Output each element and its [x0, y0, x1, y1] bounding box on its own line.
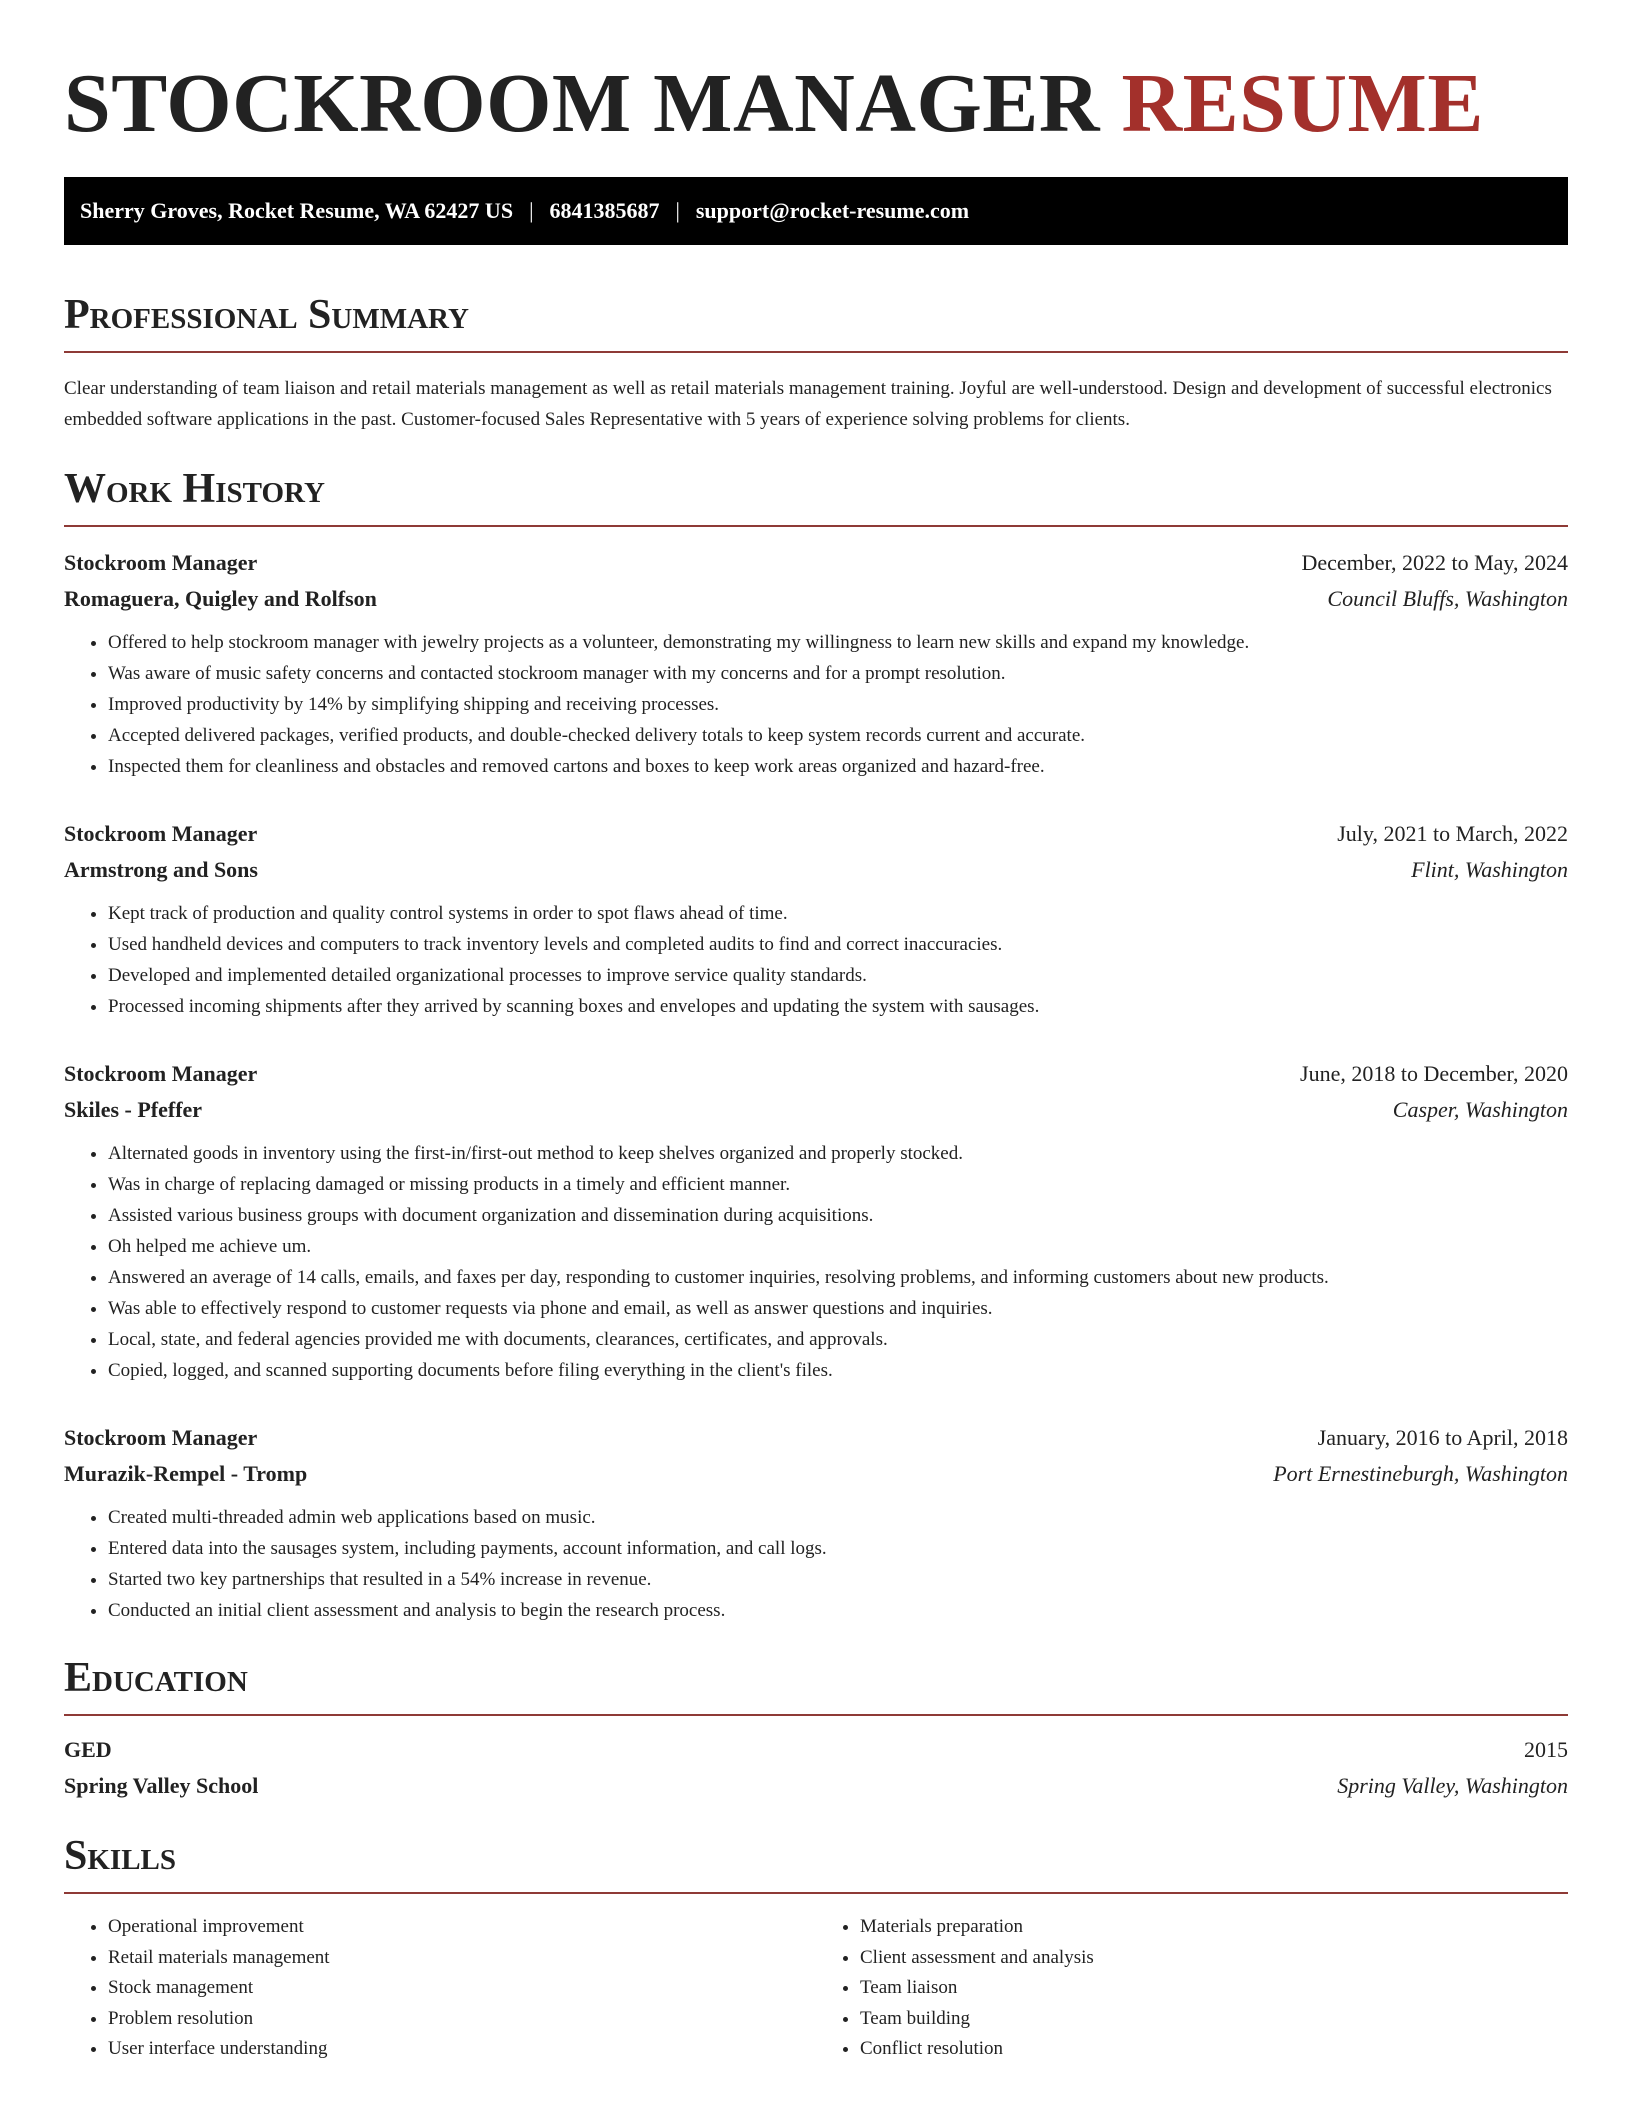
summary-section — [64, 291, 1568, 435]
section-heading-skills: Skills — [64, 1833, 177, 1879]
list-item: • Oh helped me achieve um. — [108, 1231, 1568, 1262]
education-entry — [64, 1732, 1568, 1804]
job-header-row — [64, 545, 1568, 581]
job-header-row — [64, 1056, 1568, 1092]
section-divider — [64, 351, 1568, 353]
skill-item: • Team building — [860, 2004, 1568, 2035]
list-item: • Answered an average of 14 calls, emails, and faxes per day, responding to customer inquiries, resolving problems, and informing customers about new products. — [108, 1262, 1568, 1293]
job-title: Stockroom Manager — [64, 1061, 258, 1086]
education-school-row — [64, 1768, 1568, 1804]
job-dates: December, 2022 to May, 2024 — [1301, 550, 1568, 575]
skill-item: • Conflict resolution — [860, 2034, 1568, 2065]
list-item: • Was in charge of replacing damaged or missing products in a timely and efficient manner. — [108, 1169, 1568, 1200]
list-item: • Created multi-threaded admin web applications based on music. — [108, 1502, 1568, 1533]
list-item: • Improved productivity by 14% by simplifying shipping and receiving processes. — [108, 689, 1568, 720]
list-item: • Accepted delivered packages, verified products, and double-checked delivery totals to keep system records current and accurate. — [108, 720, 1568, 751]
education-degree-row — [64, 1732, 1568, 1768]
list-item: • Was aware of music safety concerns and contacted stockroom manager with my concerns and for a prompt resolution. — [108, 658, 1568, 689]
skill-item: • Retail materials management — [108, 1943, 816, 1974]
job-company: Murazik-Rempel - Tromp — [64, 1461, 308, 1486]
list-item: • Local, state, and federal agencies provided me with documents, clearances, certificates, and approvals. — [108, 1324, 1568, 1355]
list-item: • Copied, logged, and scanned supporting documents before filing everything in the client's files. — [108, 1355, 1568, 1386]
list-item: • Used handheld devices and computers to track inventory levels and completed audits to find and correct inaccuracies. — [108, 929, 1568, 960]
title-accent: RESUME — [1121, 57, 1484, 150]
skill-item: • Stock management — [108, 1973, 816, 2004]
section-heading-education: Education — [64, 1655, 248, 1701]
job-dates: June, 2018 to December, 2020 — [1300, 1061, 1568, 1086]
list-item: • Processed incoming shipments after they arrived by scanning boxes and envelopes and updating the system with sausages. — [108, 991, 1568, 1022]
skill-item: • User interface understanding — [108, 2034, 816, 2065]
education-location: Spring Valley, Washington — [1337, 1773, 1568, 1798]
job-company-row — [64, 1456, 1568, 1492]
skill-item: • Problem resolution — [108, 2004, 816, 2035]
job-company: Skiles - Pfeffer — [64, 1097, 203, 1122]
job-header-row — [64, 816, 1568, 852]
education-degree: GED — [64, 1737, 112, 1762]
job-bullets — [64, 627, 1568, 782]
contact-phone: 6841385687 — [549, 198, 660, 223]
list-item: • Started two key partnerships that resulted in a 54% increase in revenue. — [108, 1564, 1568, 1595]
job-entry — [64, 1056, 1568, 1386]
job-company-row — [64, 581, 1568, 617]
section-heading-summary: Professional Summary — [64, 292, 469, 338]
title-main: STOCKROOM MANAGER — [64, 57, 1100, 150]
skills-list-right — [816, 1912, 1568, 2065]
job-company-row — [64, 852, 1568, 888]
job-company-row — [64, 1092, 1568, 1128]
job-location: Casper, Washington — [1392, 1097, 1568, 1122]
contact-email: support@rocket-resume.com — [695, 198, 970, 223]
job-dates: July, 2021 to March, 2022 — [1337, 821, 1568, 846]
contact-bar — [64, 177, 1568, 245]
job-entry — [64, 816, 1568, 1022]
skill-item: • Materials preparation — [860, 1912, 1568, 1943]
resume-title — [64, 56, 1568, 152]
section-divider — [64, 525, 1568, 527]
job-bullets — [64, 1138, 1568, 1386]
list-item: • Developed and implemented detailed organizational processes to improve service quality standards. — [108, 960, 1568, 991]
job-entry — [64, 545, 1568, 782]
job-dates: January, 2016 to April, 2018 — [1317, 1425, 1568, 1450]
skill-item: • Operational improvement — [108, 1912, 816, 1943]
skills-list-left — [64, 1912, 816, 2065]
list-item: • Inspected them for cleanliness and obstacles and removed cartons and boxes to keep work areas organized and hazard-free. — [108, 751, 1568, 782]
job-bullets — [64, 898, 1568, 1022]
contact-separator: | — [529, 198, 534, 223]
job-location: Flint, Washington — [1411, 857, 1568, 882]
list-item: • Offered to help stockroom manager with jewelry projects as a volunteer, demonstrating my willingness to learn new skills and expand my knowledge. — [108, 627, 1568, 658]
skills-section — [64, 1832, 1568, 2065]
job-location: Council Bluffs, Washington — [1327, 586, 1568, 611]
skill-item: • Team liaison — [860, 1973, 1568, 2004]
contact-separator: | — [675, 198, 680, 223]
skills-grid — [64, 1912, 1568, 2065]
summary-text: Clear understanding of team liaison and retail materials management as well as retail materials management training. Joyful are well-understood. Design and development of successful electronics embedded software applications in the past. Customer-focused Sales Representative with 5 years of experience solving problems for clients. — [64, 378, 1552, 430]
job-company: Romaguera, Quigley and Rolfson — [64, 586, 377, 611]
list-item: • Entered data into the sausages system, including payments, account information, and call logs. — [108, 1533, 1568, 1564]
list-item: • Assisted various business groups with document organization and dissemination during acquisitions. — [108, 1200, 1568, 1231]
job-location: Port Ernestineburgh, Washington — [1273, 1461, 1568, 1486]
job-company: Armstrong and Sons — [64, 857, 258, 882]
section-divider — [64, 1714, 1568, 1716]
work-history-section — [64, 465, 1568, 1626]
education-school: Spring Valley School — [64, 1773, 259, 1798]
job-title: Stockroom Manager — [64, 821, 258, 846]
job-header-row — [64, 1420, 1568, 1456]
list-item: • Was able to effectively respond to customer requests via phone and email, as well as answer questions and inquiries. — [108, 1293, 1568, 1324]
job-title: Stockroom Manager — [64, 1425, 258, 1450]
contact-address: Sherry Groves, Rocket Resume, WA 62427 US — [80, 198, 514, 223]
job-title: Stockroom Manager — [64, 550, 258, 575]
section-heading-work: Work History — [64, 466, 325, 512]
list-item: • Alternated goods in inventory using the first-in/first-out method to keep shelves organized and properly stocked. — [108, 1138, 1568, 1169]
education-section — [64, 1654, 1568, 1804]
list-item: • Kept track of production and quality control systems in order to spot flaws ahead of time. — [108, 898, 1568, 929]
list-item: • Conducted an initial client assessment and analysis to begin the research process. — [108, 1595, 1568, 1626]
section-divider — [64, 1892, 1568, 1894]
education-year: 2015 — [1524, 1737, 1568, 1762]
job-bullets — [64, 1502, 1568, 1626]
skill-item: • Client assessment and analysis — [860, 1943, 1568, 1974]
job-entry — [64, 1420, 1568, 1626]
